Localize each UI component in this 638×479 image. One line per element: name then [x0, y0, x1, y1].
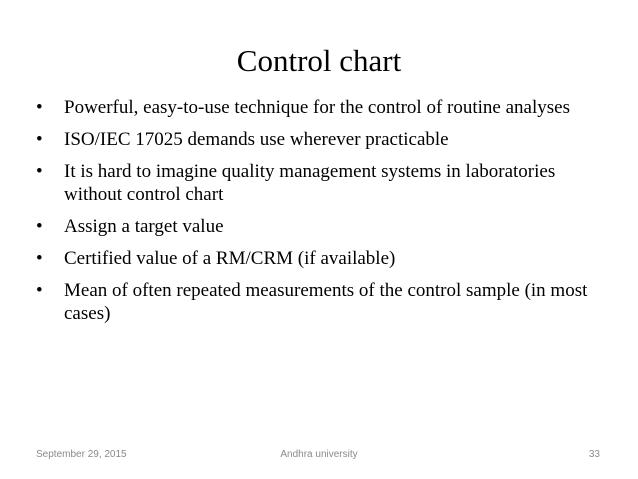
- bullet-marker: •: [36, 216, 43, 237]
- bullet-text: ISO/IEC 17025 demands use wherever practicable: [64, 129, 449, 150]
- bullet-item: [36, 279, 596, 325]
- bullet-marker: •: [36, 97, 43, 118]
- slide-title: Control chart: [236, 43, 402, 78]
- bullet-marker: •: [36, 248, 43, 269]
- bullet-marker: •: [36, 161, 43, 182]
- bullet-item: [36, 215, 596, 238]
- bullet-item: [36, 247, 596, 270]
- footer-organization: Andhra university: [280, 449, 358, 460]
- footer-date: September 29, 2015: [36, 449, 127, 460]
- footer-page-number: 33: [588, 449, 600, 460]
- bullet-item: [36, 128, 596, 151]
- bullet-text: Certified value of a RM/CRM (if available): [64, 248, 396, 269]
- bullet-marker: •: [36, 129, 43, 150]
- bullet-text: Assign a target value: [64, 216, 224, 237]
- bullet-marker: •: [36, 280, 43, 301]
- bullet-item: [36, 160, 596, 206]
- bullet-text: Powerful, easy-to-use technique for the control of routine analyses: [64, 97, 570, 118]
- bullet-list: [36, 96, 596, 334]
- bullet-text: It is hard to imagine quality management systems in laboratories without control chart: [64, 161, 556, 205]
- bullet-item: [36, 96, 596, 119]
- bullet-text: Mean of often repeated measurements of the control sample (in most cases): [64, 280, 588, 324]
